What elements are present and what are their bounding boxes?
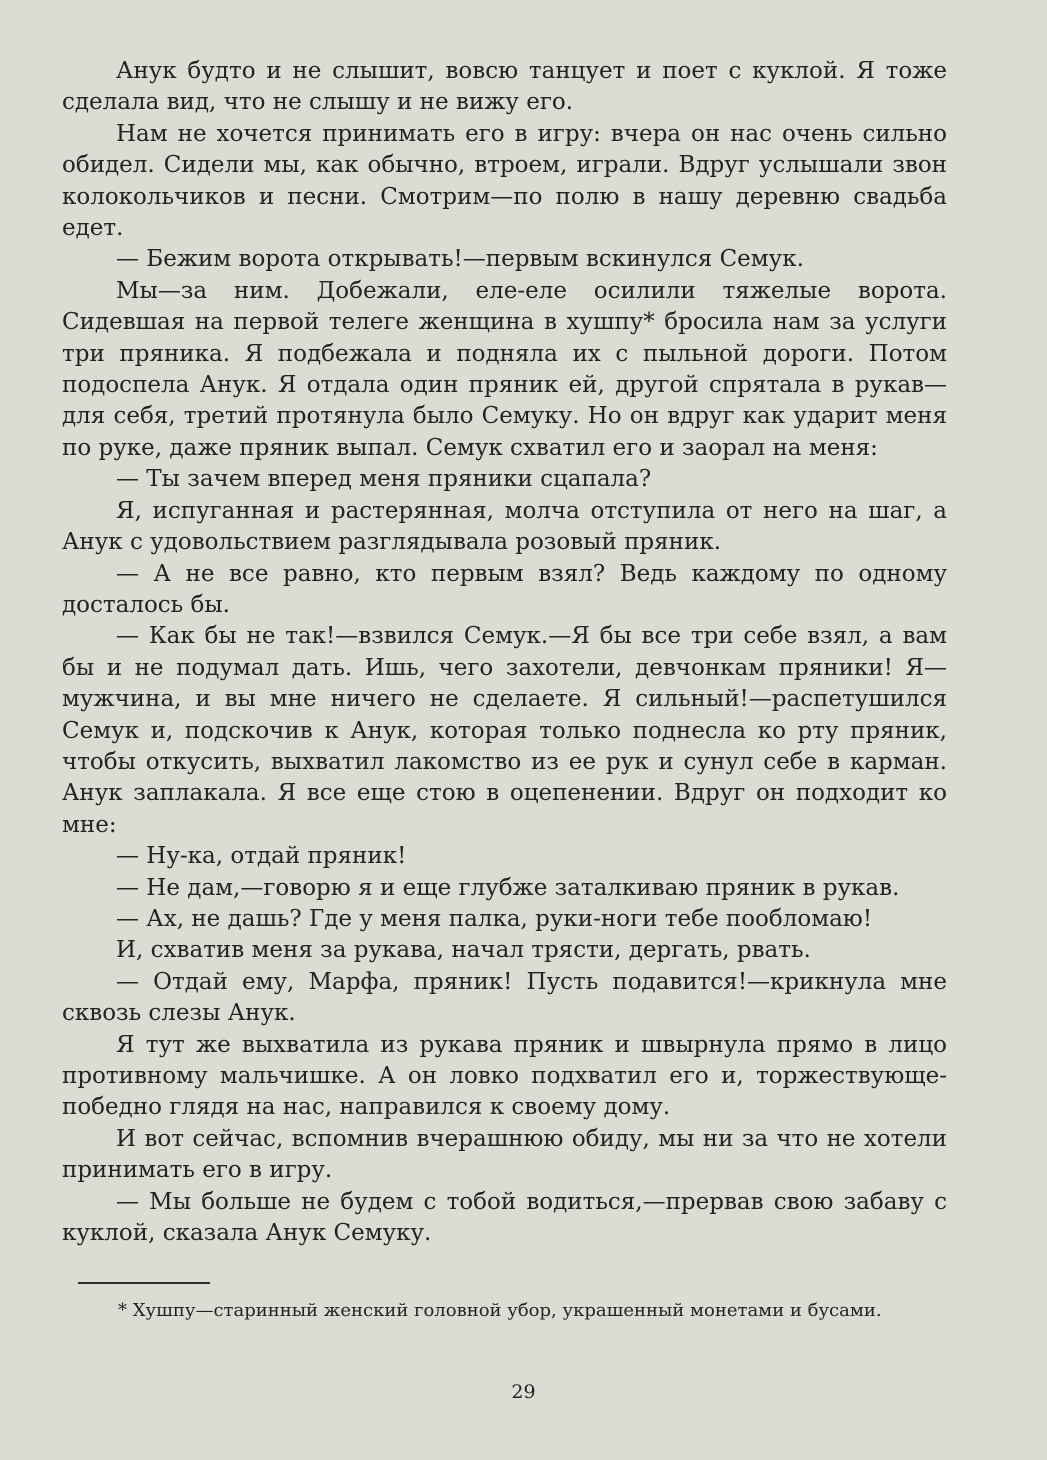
paragraph: — Ты зачем вперед меня пряники сцапала? (116, 466, 652, 493)
footnote-divider (78, 1282, 210, 1284)
paragraph: И вот сейчас, вспомнив вчерашнюю обиду, мы ни за что не хотели принимать его в игру. (62, 1125, 947, 1184)
paragraph: — Ах, не дашь? Где у меня палка, руки-ноги тебе пообломаю! (116, 905, 873, 932)
paragraph: — Не дам,—говорю я и еще глубже заталкиваю пряник в рукав. (116, 874, 900, 901)
paragraph: — Отдай ему, Марфа, пряник! Пусть подавится!—крикнула мне сквозь слезы Анук. (62, 968, 947, 1027)
paragraph: — Как бы не так!—взвился Семук.—Я бы все три себе взял, а вам бы и не подумал дать. Ишь, чего захотели, девчонкам пряники! Я—мужчина, и вы мне ничего не сделаете. Я сильный!—распетушился Семук и, подскочив к Анук, которая только поднесла ко рту пряник, чтобы откусить, выхватил лакомство из ее рук и сунул себе в карман. Анук заплакала. Я все еще стою в оцепенении. Вдруг он подходит ко мне: (62, 623, 947, 838)
page-number: 29 (511, 1381, 536, 1403)
paragraph: Анук будто и не слышит, вовсю танцует и поет с куклой. Я тоже сделала вид, что не слышу и не вижу его. (62, 58, 947, 116)
paragraph: Нам не хочется принимать его в игру: вчера он нас очень сильно обидел. Сидели мы, как обычно, втроем, играли. Вдруг услышали звон колокольчиков и песни. Смотрим—по полю в нашу деревню свадьба едет. (62, 120, 947, 242)
paragraph: Я тут же выхватила из рукава пряник и швырнула прямо в лицо противному мальчишке. А он ловко подхватил его и, торжествующе-победно глядя на нас, направился к своему дому. (62, 1031, 947, 1121)
paragraph: — А не все равно, кто первым взял? Ведь каждому по одному досталось бы. (62, 560, 947, 618)
paragraph: — Бежим ворота открывать!—первым вскинулся Семук. (116, 246, 804, 273)
paragraph: Я, испуганная и растерянная, молча отступила от него на шаг, а Анук с удовольствием разглядывала розовый пряник. (62, 497, 947, 556)
body-text (62, 56, 947, 1249)
paragraph: — Ну-ка, отдай пряник! (116, 843, 407, 870)
footnote: * Хушпу—старинный женский головной убор, украшенный монетами и бусами. (118, 1300, 882, 1321)
paragraph: — Мы больше не будем с тобой водиться,—прервав свою забаву с куклой, сказала Анук Семуку. (62, 1188, 947, 1247)
paragraph: И, схватив меня за рукава, начал трясти, дергать, рвать. (116, 937, 811, 964)
paragraph: Мы—за ним. Добежали, еле-еле осилили тяжелые ворота. Сидевшая на первой телеге женщина в хушпу* бросила нам за услуги три пряника. Я подбежала и подняла их с пыльной дороги. Потом подоспела Анук. Я отдала один пряник ей, другой спрятала в рукав—для себя, третий протянула было Семуку. Но он вдруг как ударит меня по руке, даже пряник выпал. Семук схватил его и заорал на меня: (62, 277, 947, 461)
